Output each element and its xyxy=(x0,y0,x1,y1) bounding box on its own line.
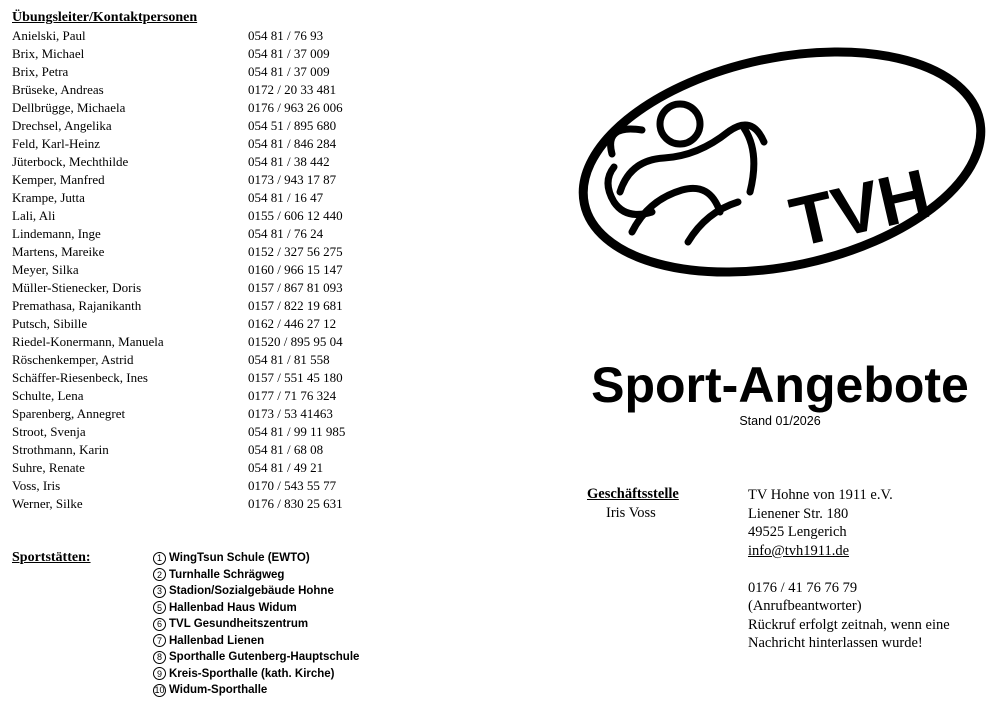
contact-name: Dellbrügge, Michaela xyxy=(12,100,126,115)
contact-phone: 054 81 / 37 009 xyxy=(248,46,330,61)
contact-row xyxy=(12,243,372,261)
contact-name: Röschenkemper, Astrid xyxy=(12,352,134,367)
contact-phone: 054 81 / 76 93 xyxy=(248,28,324,43)
contact-phone: 0177 / 71 76 324 xyxy=(248,388,337,403)
contact-phone: 0173 / 943 17 87 xyxy=(248,172,337,187)
contact-name: Martens, Mareike xyxy=(12,244,105,259)
contact-name: Suhre, Renate xyxy=(12,460,85,475)
venue-row xyxy=(153,600,359,617)
contact-phone: 0176 / 830 25 631 xyxy=(248,496,343,511)
contact-phone: 054 81 / 68 08 xyxy=(248,442,324,457)
contact-name: Kemper, Manfred xyxy=(12,172,105,187)
contact-row xyxy=(12,189,372,207)
venue-name: Hallenbad Lienen xyxy=(169,634,265,647)
venue-name: Hallenbad Haus Widum xyxy=(169,601,297,614)
contact-name: Werner, Silke xyxy=(12,496,83,511)
contact-row xyxy=(12,297,372,315)
contact-name: Brix, Petra xyxy=(12,64,69,79)
contact-row xyxy=(12,369,372,387)
venue-row xyxy=(153,666,359,683)
contact-row xyxy=(12,225,372,243)
venue-row xyxy=(153,682,359,699)
contact-phone: 0160 / 966 15 147 xyxy=(248,262,343,277)
contact-name: Brix, Michael xyxy=(12,46,85,61)
contact-name: Meyer, Silka xyxy=(12,262,79,277)
contact-row xyxy=(12,477,372,495)
contact-phone: 054 81 / 16 47 xyxy=(248,190,324,205)
contacts-heading: Übungsleiter/Kontaktpersonen xyxy=(12,10,198,25)
club-street: Lienener Str. 180 xyxy=(748,505,849,522)
contact-row xyxy=(12,387,372,405)
venue-list xyxy=(153,550,359,699)
venue-number-badge: 2 xyxy=(153,568,166,581)
contact-name: Feld, Karl-Heinz xyxy=(12,136,101,151)
contact-name: Strothmann, Karin xyxy=(12,442,109,457)
venue-row xyxy=(153,649,359,666)
venue-name: Stadion/Sozialgebäude Hohne xyxy=(169,585,334,598)
contact-name: Lali, Ali xyxy=(12,208,56,223)
contact-name: Premathasa, Rajanikanth xyxy=(12,298,142,313)
contact-row xyxy=(12,63,372,81)
club-email-link[interactable]: info@tvh1911.de xyxy=(748,542,850,559)
stand-date: Stand 01/2026 xyxy=(739,414,821,428)
tvh-logo xyxy=(560,32,1000,300)
contact-row xyxy=(12,153,372,171)
club-phone: 0176 / 41 76 76 79 xyxy=(748,579,858,596)
contact-name: Müller-Stienecker, Doris xyxy=(12,280,142,295)
logo-ellipse xyxy=(563,32,1000,300)
contact-row xyxy=(12,171,372,189)
venues-heading: Sportstätten: xyxy=(12,550,91,565)
logo-runner-icon xyxy=(608,104,764,242)
contact-name: Riedel-Konermann, Manuela xyxy=(12,334,164,349)
venue-number-badge: 8 xyxy=(153,651,166,664)
contact-row xyxy=(12,99,372,117)
contact-name: Drechsel, Angelika xyxy=(12,118,112,133)
venue-row xyxy=(153,583,359,600)
venue-name: Widum-Sporthalle xyxy=(169,684,268,697)
contact-name: Sparenberg, Annegret xyxy=(12,406,126,421)
contact-phone: 0157 / 551 45 180 xyxy=(248,370,343,385)
contact-phone: 0162 / 446 27 12 xyxy=(248,316,337,331)
club-contact-block xyxy=(748,486,950,653)
contact-row xyxy=(12,279,372,297)
contact-row xyxy=(12,495,372,513)
contact-row xyxy=(12,333,372,351)
contact-row xyxy=(12,27,372,45)
club-city: 49525 Lengerich xyxy=(748,524,847,540)
contact-row xyxy=(12,261,372,279)
contact-phone: 054 81 / 49 21 xyxy=(248,460,324,475)
contact-name: Krampe, Jutta xyxy=(12,190,85,205)
club-note-line-1: Rückruf erfolgt zeitnah, wenn eine xyxy=(748,616,950,633)
contact-phone: 0157 / 822 19 681 xyxy=(248,298,343,313)
contact-phone: 054 81 / 846 284 xyxy=(248,136,337,151)
venue-name: TVL Gesundheitszentrum xyxy=(169,618,309,631)
contact-row xyxy=(12,459,372,477)
venue-number-badge: 5 xyxy=(153,601,166,614)
venue-number-badge: 6 xyxy=(153,618,166,631)
venue-number-badge: 10 xyxy=(154,685,165,696)
venue-number-badge: 3 xyxy=(153,585,166,598)
venue-number-badge: 7 xyxy=(153,634,166,647)
contact-name: Stroot, Svenja xyxy=(12,424,86,439)
venue-name: Turnhalle Schrägweg xyxy=(169,568,285,581)
contact-name: Jüterbock, Mechthilde xyxy=(12,154,129,169)
contacts-section xyxy=(12,8,372,513)
contact-name: Lindemann, Inge xyxy=(12,226,101,241)
contact-name: Brüseke, Andreas xyxy=(12,82,104,97)
venue-name: WingTsun Schule (EWTO) xyxy=(169,552,310,565)
venue-row xyxy=(153,550,359,567)
contact-phone: 054 81 / 99 11 985 xyxy=(248,424,346,439)
venue-number-badge: 9 xyxy=(153,667,166,680)
venue-number-badge: 1 xyxy=(153,552,166,565)
contact-row xyxy=(12,441,372,459)
contact-phone: 054 81 / 81 558 xyxy=(248,352,330,367)
contact-phone: 0152 / 327 56 275 xyxy=(248,244,343,259)
contact-name: Anielski, Paul xyxy=(12,28,86,43)
spacer xyxy=(748,560,950,579)
contact-phone: 0170 / 543 55 77 xyxy=(248,478,337,493)
contact-name: Putsch, Sibille xyxy=(12,316,88,331)
contact-phone: 054 81 / 37 009 xyxy=(248,64,330,79)
contact-name: Schäffer-Riesenbeck, Ines xyxy=(12,370,148,385)
logo-text: TVH xyxy=(783,154,938,262)
venue-row xyxy=(153,567,359,584)
contact-phone: 054 81 / 76 24 xyxy=(248,226,324,241)
contact-row xyxy=(12,207,372,225)
contact-phone: 054 81 / 38 442 xyxy=(248,154,330,169)
contact-phone: 0155 / 606 12 440 xyxy=(248,208,343,223)
venue-row xyxy=(153,633,359,650)
contact-row xyxy=(12,315,372,333)
contact-row xyxy=(12,45,372,63)
contact-name: Schulte, Lena xyxy=(12,388,84,403)
venue-name: Kreis-Sporthalle (kath. Kirche) xyxy=(169,667,335,680)
contact-row xyxy=(12,81,372,99)
contact-phone: 0176 / 963 26 006 xyxy=(248,100,343,115)
office-heading: Geschäftsstelle xyxy=(587,486,679,502)
club-note-line-2: Nachricht hinterlassen wurde! xyxy=(748,635,923,651)
page-title: Sport-Angebote xyxy=(591,357,969,413)
contact-row xyxy=(12,117,372,135)
venue-row xyxy=(153,616,359,633)
club-name: TV Hohne von 1911 e.V. xyxy=(748,487,893,503)
contact-phone: 0172 / 20 33 481 xyxy=(248,82,337,97)
contact-list xyxy=(12,27,372,513)
contact-row xyxy=(12,351,372,369)
contact-row xyxy=(12,135,372,153)
venue-name: Sporthalle Gutenberg-Hauptschule xyxy=(169,651,360,664)
contact-name: Voss, Iris xyxy=(12,478,61,493)
contact-row xyxy=(12,423,372,441)
contact-phone: 0173 / 53 41463 xyxy=(248,406,333,421)
contact-phone: 01520 / 895 95 04 xyxy=(248,334,343,349)
office-person: Iris Voss xyxy=(606,505,656,521)
contact-phone: 0157 / 867 81 093 xyxy=(248,280,343,295)
contact-phone: 054 51 / 895 680 xyxy=(248,118,337,133)
contact-row xyxy=(12,405,372,423)
club-phone-note: (Anrufbeantworter) xyxy=(748,598,862,614)
